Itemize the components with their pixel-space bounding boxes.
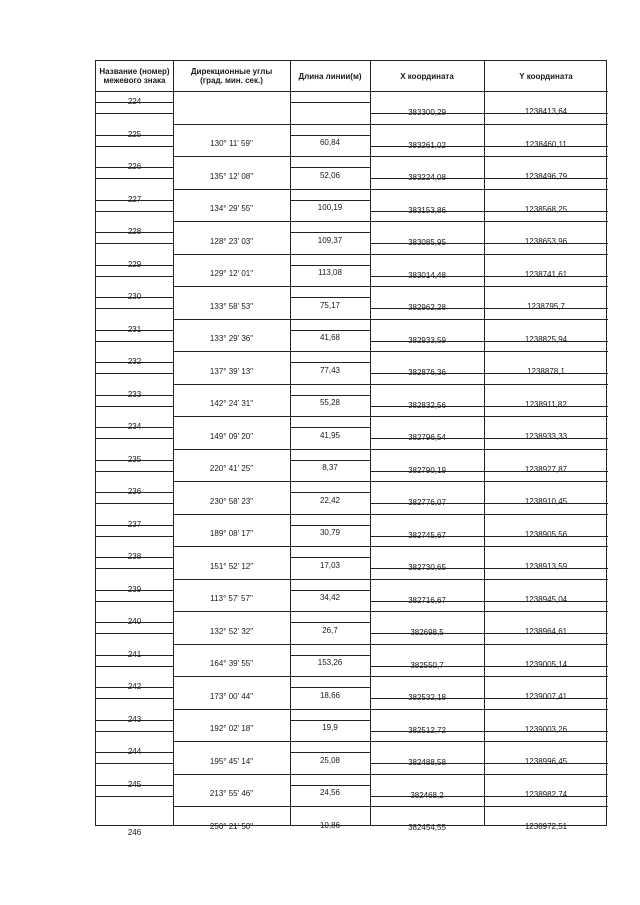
point-x-coordinate: 382512,72	[408, 725, 446, 735]
row-divider	[173, 319, 370, 320]
point-y-coordinate: 1238413,64	[524, 107, 568, 116]
point-name: 227	[127, 194, 142, 204]
point-name: 245	[127, 779, 142, 789]
segment-direction-angle: 230° 58' 23"	[209, 496, 254, 506]
point-y-coordinate: 1238911,82	[525, 399, 567, 409]
row-divider	[370, 319, 608, 320]
point-y-coordinate: 1238964,61	[524, 627, 568, 636]
point-name: 246	[127, 828, 142, 837]
row-divider	[96, 601, 173, 602]
row-divider	[96, 91, 608, 92]
row-divider	[290, 265, 370, 266]
segment-length: 8,37	[322, 463, 338, 472]
segment-direction-angle: 151° 52' 12"	[209, 561, 254, 571]
point-x-coordinate: 382776,07	[408, 498, 446, 507]
row-divider	[96, 406, 173, 407]
row-divider	[96, 536, 173, 537]
point-y-coordinate: 1238945,04	[524, 594, 568, 604]
point-x-coordinate: 382468,2	[410, 790, 444, 800]
segment-length: 100,19	[317, 203, 343, 212]
row-divider	[290, 687, 370, 688]
row-divider	[173, 611, 370, 612]
header-length: Длина линии(м)	[298, 71, 362, 81]
point-name: 239	[127, 584, 142, 594]
row-divider	[290, 622, 370, 623]
row-divider	[173, 221, 370, 222]
point-x-coordinate: 383261,02	[408, 140, 446, 150]
point-y-coordinate: 1238972,51	[524, 822, 568, 831]
row-divider	[173, 774, 370, 775]
segment-direction-angle: 149° 09' 20"	[209, 431, 254, 441]
row-divider	[370, 286, 608, 287]
row-divider	[370, 514, 608, 515]
row-divider	[370, 384, 608, 385]
row-divider	[290, 200, 370, 201]
segment-direction-angle: 213° 55' 46"	[209, 789, 254, 798]
segment-direction-angle: 129° 12' 01"	[209, 269, 254, 278]
row-divider	[173, 709, 370, 710]
point-name: 244	[127, 747, 142, 756]
segment-length: 77,43	[319, 365, 341, 375]
segment-direction-angle: 134° 29' 55"	[209, 204, 254, 213]
row-divider	[173, 189, 370, 190]
point-x-coordinate: 382730,65	[408, 563, 446, 572]
segment-direction-angle: 173° 00' 44"	[209, 691, 254, 701]
row-divider	[290, 362, 370, 363]
point-name: 241	[127, 649, 142, 659]
row-divider	[290, 590, 370, 591]
row-divider	[96, 146, 173, 147]
point-y-coordinate: 1238905,56	[524, 529, 568, 539]
row-divider	[173, 579, 370, 580]
row-divider	[370, 156, 608, 157]
segment-length: 17,03	[319, 560, 341, 570]
point-x-coordinate: 382488,58	[408, 758, 446, 767]
point-y-coordinate: 1238933,33	[524, 432, 568, 441]
row-divider	[370, 579, 608, 580]
segment-length: 25,08	[319, 755, 341, 765]
row-divider	[290, 655, 370, 656]
row-divider	[173, 156, 370, 157]
row-divider	[370, 709, 608, 710]
segment-length: 19,9	[322, 723, 338, 732]
row-divider	[173, 286, 370, 287]
row-divider	[370, 676, 608, 677]
point-name: 230	[127, 292, 142, 301]
point-y-coordinate: 1238996,45	[524, 757, 568, 766]
segment-length: 75,17	[319, 300, 341, 310]
row-divider	[290, 525, 370, 526]
row-divider	[173, 741, 370, 742]
row-divider	[173, 806, 370, 807]
row-divider	[370, 189, 608, 190]
point-name: 235	[127, 454, 142, 464]
point-y-coordinate: 1238910,45	[524, 497, 568, 506]
segment-length: 18,66	[319, 690, 341, 700]
segment-length: 41,68	[319, 333, 341, 342]
row-divider	[290, 492, 370, 493]
point-x-coordinate: 382796,54	[408, 433, 446, 442]
point-y-coordinate: 1238825,94	[524, 334, 568, 344]
point-name: 225	[127, 129, 142, 139]
header-name: Название (номер) межевого знака	[99, 67, 170, 85]
segment-direction-angle: 192° 02' 18"	[209, 724, 254, 733]
point-y-coordinate: 1238568,25	[524, 204, 568, 214]
header-angle: Дирекционные углы (град. мин. сек.)	[190, 67, 273, 85]
row-divider	[173, 384, 370, 385]
point-x-coordinate: 383224,08	[408, 173, 446, 182]
segment-length: 30,79	[319, 528, 341, 537]
row-divider	[290, 135, 370, 136]
segment-direction-angle: 142° 24' 31"	[209, 399, 254, 408]
row-divider	[96, 503, 173, 504]
point-name: 238	[127, 552, 142, 561]
point-y-coordinate: 1239005,14	[524, 659, 568, 669]
segment-direction-angle: 250° 21' 50"	[209, 821, 254, 831]
row-divider	[173, 124, 370, 125]
row-divider	[370, 806, 608, 807]
point-y-coordinate: 1239007,41	[524, 692, 568, 701]
point-x-coordinate: 383085,95	[408, 238, 446, 247]
point-name: 237	[127, 519, 142, 529]
row-divider	[96, 243, 173, 244]
point-name: 228	[127, 227, 142, 236]
row-divider	[96, 633, 173, 634]
row-divider	[173, 514, 370, 515]
segment-direction-angle: 128° 23' 03"	[209, 236, 254, 246]
point-name: 232	[127, 357, 142, 366]
segment-length: 10,86	[319, 820, 341, 830]
point-y-coordinate: 1238927,87	[524, 464, 568, 474]
point-x-coordinate: 383300,29	[408, 108, 446, 117]
point-y-coordinate: 1238496,79	[524, 172, 568, 181]
point-x-coordinate: 382832,56	[408, 400, 446, 410]
point-x-coordinate: 382962,28	[408, 303, 446, 312]
point-x-coordinate: 382933,59	[408, 335, 446, 345]
row-divider	[96, 731, 173, 732]
row-divider	[290, 460, 370, 461]
point-y-coordinate: 1238982,74	[524, 789, 568, 799]
point-y-coordinate: 1238795,7	[527, 302, 565, 311]
point-x-coordinate: 382716,67	[408, 595, 446, 605]
row-divider	[96, 568, 173, 569]
row-divider	[370, 416, 608, 417]
point-name: 236	[127, 487, 142, 496]
point-name: 233	[127, 389, 142, 399]
row-divider	[96, 796, 173, 797]
row-divider	[290, 102, 370, 103]
segment-direction-angle: 164° 39' 55"	[209, 659, 254, 668]
row-divider	[173, 481, 370, 482]
row-divider	[370, 221, 608, 222]
row-divider	[173, 351, 370, 352]
segment-direction-angle: 195° 45' 14"	[209, 756, 254, 766]
row-divider	[173, 676, 370, 677]
row-divider	[96, 178, 173, 179]
row-divider	[290, 395, 370, 396]
segment-length: 113,08	[318, 268, 342, 277]
point-name: 242	[127, 682, 142, 691]
row-divider	[96, 438, 173, 439]
row-divider	[370, 611, 608, 612]
point-x-coordinate: 382790,19	[408, 465, 446, 475]
row-divider	[370, 546, 608, 547]
segment-length: 153,26	[317, 658, 343, 667]
point-x-coordinate: 383153,86	[408, 205, 446, 215]
point-name: 240	[127, 617, 142, 626]
row-divider	[290, 232, 370, 233]
segment-direction-angle: 137° 39' 13"	[209, 366, 254, 376]
point-y-coordinate: 1238741,61	[524, 269, 568, 279]
row-divider	[290, 785, 370, 786]
point-name: 243	[127, 714, 142, 724]
segment-length: 109,37	[317, 235, 343, 245]
row-divider	[290, 752, 370, 753]
row-divider	[96, 276, 173, 277]
point-name: 224	[127, 97, 142, 106]
row-divider	[173, 449, 370, 450]
row-divider	[173, 254, 370, 255]
header-y: Y координата	[519, 71, 573, 81]
row-divider	[96, 471, 173, 472]
row-divider	[370, 481, 608, 482]
row-divider	[370, 774, 608, 775]
point-x-coordinate: 382876,36	[408, 368, 446, 377]
segment-direction-angle: 133° 58' 53"	[209, 301, 254, 311]
point-name: 234	[127, 422, 142, 431]
row-divider	[290, 167, 370, 168]
segment-length: 26,7	[322, 625, 338, 635]
row-divider	[96, 666, 173, 667]
point-x-coordinate: 382532,18	[408, 693, 446, 702]
point-y-coordinate: 1238878,1	[527, 367, 565, 376]
row-divider	[96, 373, 173, 374]
row-divider	[173, 644, 370, 645]
row-divider	[290, 557, 370, 558]
segment-direction-angle: 135° 12' 08"	[209, 171, 254, 181]
row-divider	[96, 113, 173, 114]
point-x-coordinate: 382745,67	[408, 530, 446, 540]
point-y-coordinate: 1238653,96	[524, 237, 568, 246]
row-divider	[290, 297, 370, 298]
row-divider	[370, 449, 608, 450]
point-x-coordinate: 382550,7	[410, 660, 444, 670]
segment-length: 34,42	[319, 593, 341, 602]
point-x-coordinate: 383014,48	[408, 270, 446, 280]
point-y-coordinate: 1239003,26	[524, 724, 568, 734]
row-divider	[96, 698, 173, 699]
row-divider	[370, 351, 608, 352]
point-x-coordinate: 382698,5	[410, 628, 444, 637]
row-divider	[370, 741, 608, 742]
segment-length: 41,95	[319, 430, 341, 440]
segment-length: 60,84	[319, 138, 341, 147]
segment-direction-angle: 220° 41' 25"	[209, 464, 254, 473]
row-divider	[96, 211, 173, 212]
point-y-coordinate: 1238913,59	[524, 562, 568, 571]
point-name: 231	[127, 324, 142, 334]
segment-length: 52,06	[319, 170, 341, 180]
point-x-coordinate: 382454,55	[408, 823, 446, 832]
row-divider	[96, 341, 173, 342]
segment-length: 55,28	[319, 398, 341, 407]
point-name: 229	[127, 259, 142, 269]
row-divider	[290, 427, 370, 428]
row-divider	[96, 763, 173, 764]
segment-length: 24,56	[319, 788, 341, 797]
row-divider	[370, 644, 608, 645]
row-divider	[173, 416, 370, 417]
row-divider	[173, 546, 370, 547]
segment-length: 22,42	[319, 495, 341, 505]
boundary-coordinates-table	[95, 60, 607, 837]
row-divider	[290, 330, 370, 331]
segment-direction-angle: 132° 52' 32"	[209, 626, 254, 636]
point-y-coordinate: 1238460,11	[525, 139, 567, 149]
segment-direction-angle: 130° 11' 59"	[210, 139, 253, 148]
row-divider	[290, 720, 370, 721]
point-name: 226	[127, 162, 142, 171]
header-x: X координата	[400, 71, 454, 81]
row-divider	[96, 308, 173, 309]
segment-direction-angle: 133° 29' 36"	[209, 334, 254, 343]
segment-direction-angle: 113° 57' 57"	[210, 594, 253, 603]
segment-direction-angle: 189° 08' 17"	[209, 529, 254, 538]
row-divider	[370, 254, 608, 255]
row-divider	[370, 124, 608, 125]
